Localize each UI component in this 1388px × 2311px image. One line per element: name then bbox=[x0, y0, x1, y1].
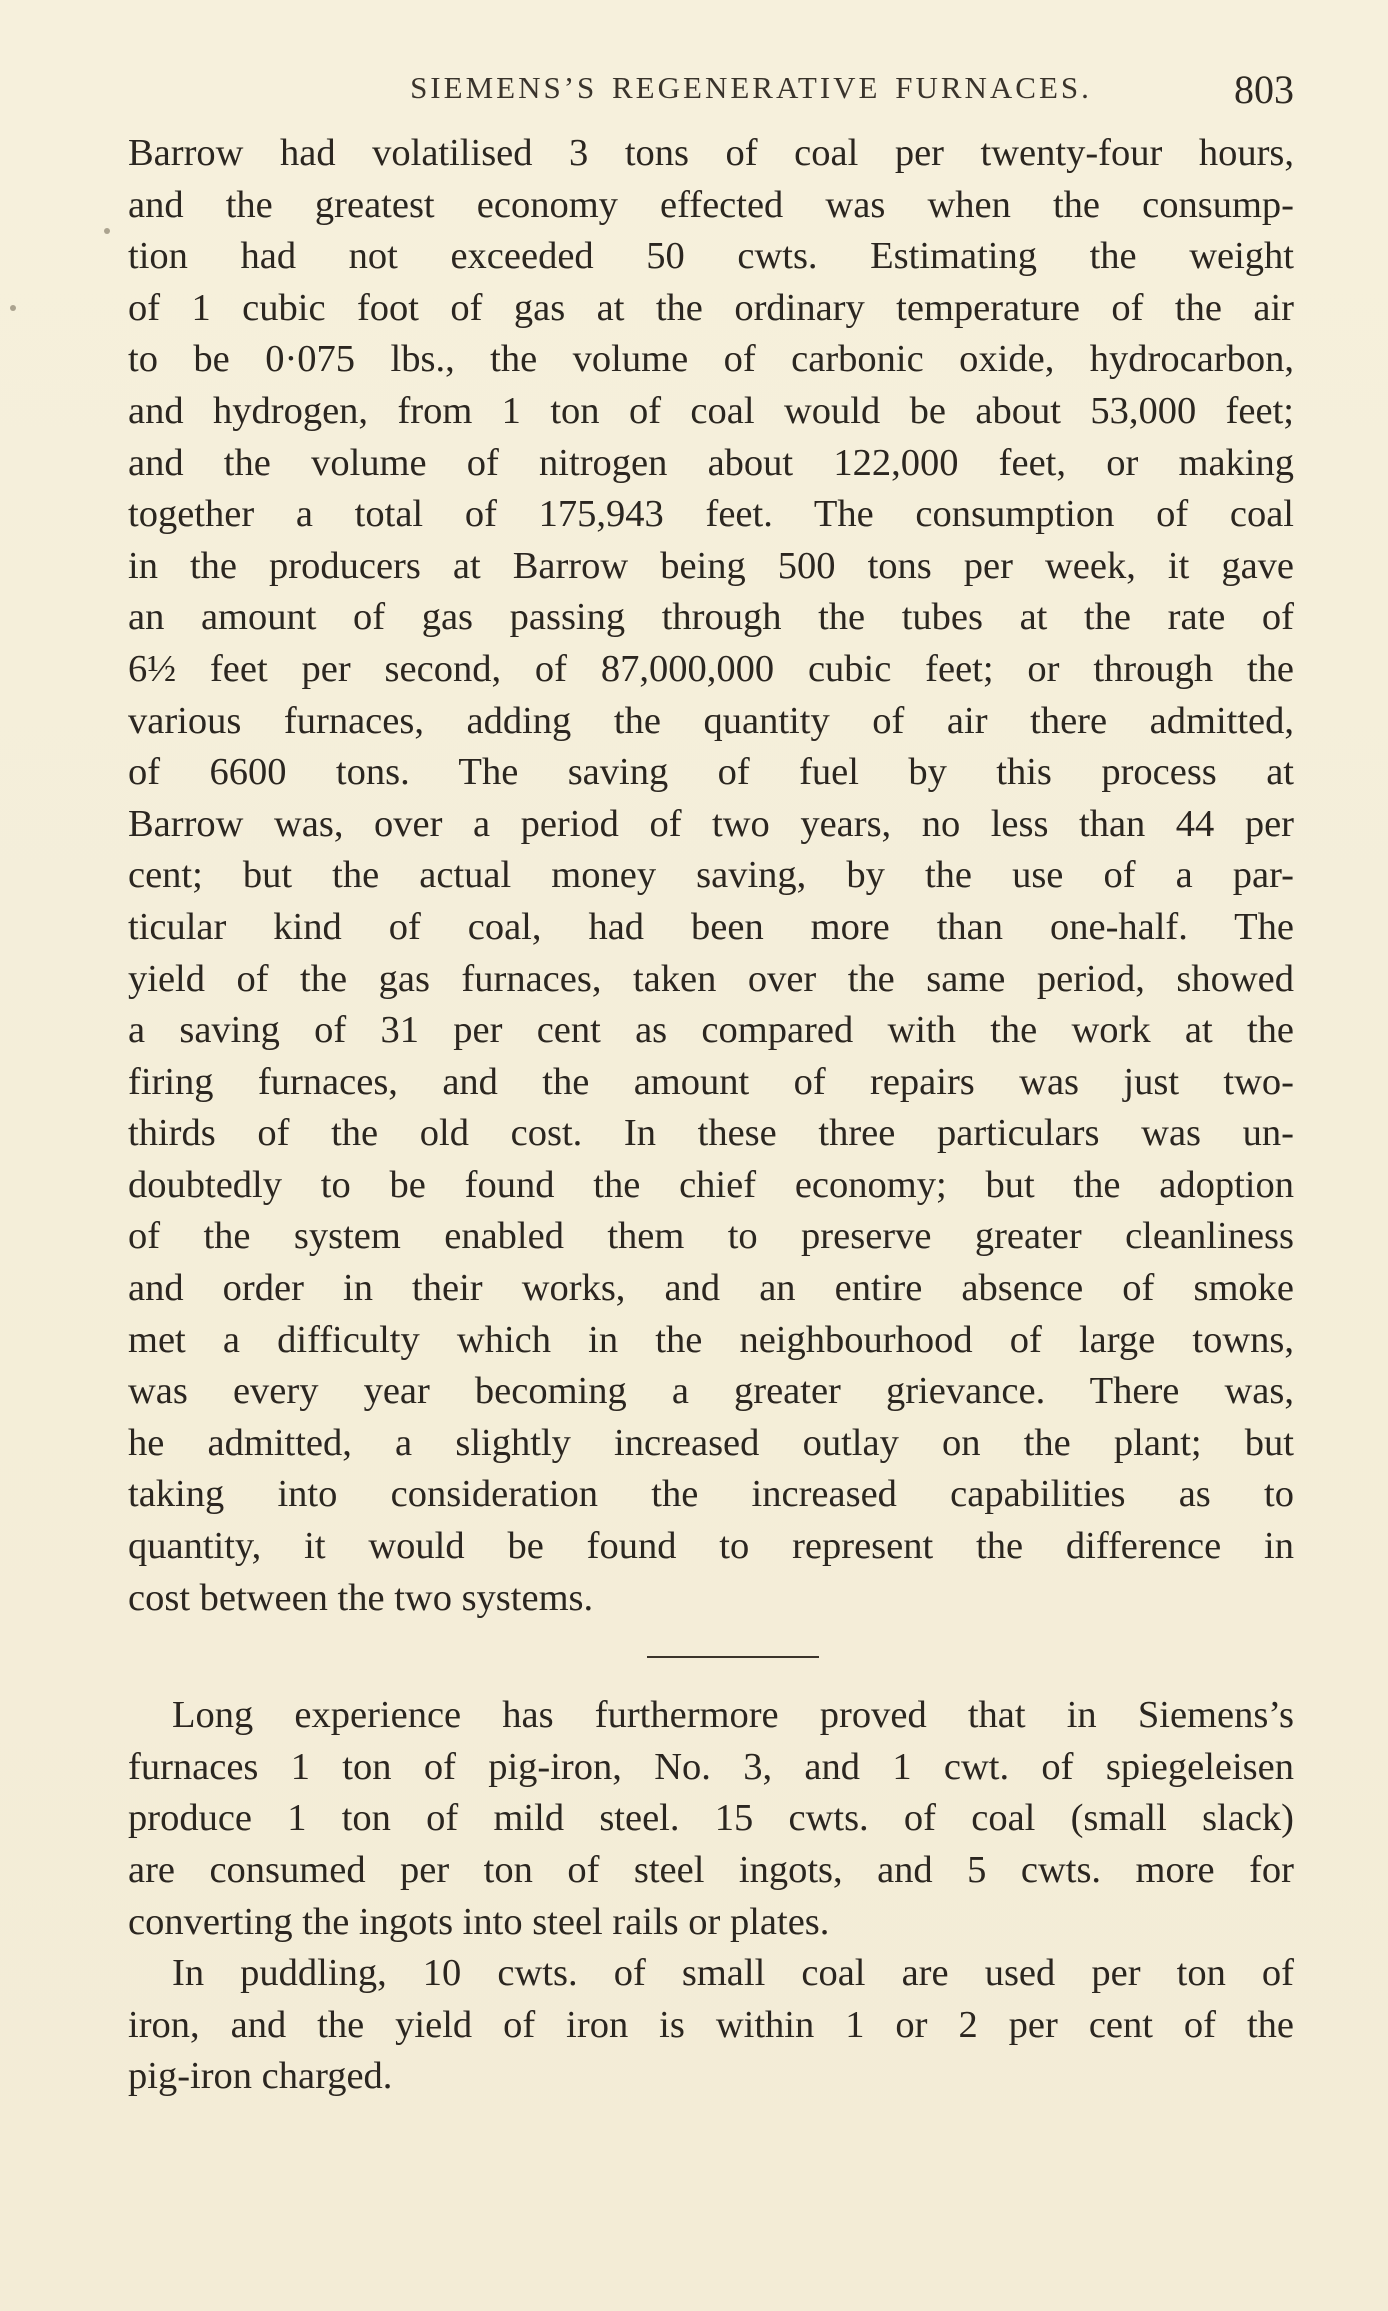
text-line: converting the ingots into steel rails or plates. bbox=[128, 1900, 830, 1943]
text-line: of 6600 tons. The saving of fuel by this process at bbox=[128, 751, 1294, 794]
text-line: Barrow had volatilised 3 tons of coal per twenty-four hours, bbox=[128, 132, 1294, 174]
text-line: a saving of 31 per cent as compared with the work at the bbox=[128, 1009, 1294, 1052]
text-line: In puddling, 10 cwts. of small coal are used per ton of bbox=[172, 1952, 1294, 1995]
text-line: thirds of the old cost. In these three particulars was un- bbox=[128, 1112, 1294, 1155]
text-line: 6½ feet per second, of 87,000,000 cubic feet; or through the bbox=[128, 647, 1294, 690]
text-line: an amount of gas passing through the tubes at the rate of bbox=[128, 596, 1294, 639]
text-line: Long experience has furthermore proved that in Siemens’s bbox=[172, 1694, 1294, 1737]
text-line: firing furnaces, and the amount of repairs was just two- bbox=[128, 1060, 1294, 1103]
text-line: of the system enabled them to preserve greater cleanliness bbox=[128, 1215, 1294, 1258]
text-line: Barrow was, over a period of two years, no less than 44 per bbox=[128, 802, 1294, 845]
page-number: 803 bbox=[1234, 67, 1294, 112]
text-line: together a total of 175,943 feet. The consumption of coal bbox=[128, 493, 1294, 536]
section-divider bbox=[647, 1656, 819, 1658]
paragraph-3 bbox=[128, 1948, 1294, 2103]
text-line: taking into consideration the increased capabilities as to bbox=[128, 1473, 1294, 1516]
text-line: met a difficulty which in the neighbourhood of large towns, bbox=[128, 1318, 1294, 1361]
text-line: produce 1 ton of mild steel. 15 cwts. of coal (small slack) bbox=[128, 1797, 1294, 1840]
text-line: various furnaces, adding the quantity of air there admitted, bbox=[128, 699, 1294, 742]
text-line: tion had not exceeded 50 cwts. Estimating the weight bbox=[128, 235, 1294, 278]
text-line: and the greatest economy effected was when the consump- bbox=[128, 183, 1294, 226]
text-line: and the volume of nitrogen about 122,000 feet, or making bbox=[128, 441, 1294, 484]
text-line: he admitted, a slightly increased outlay on the plant; but bbox=[128, 1421, 1294, 1464]
text-line: doubtedly to be found the chief economy; but the adoption bbox=[128, 1163, 1294, 1206]
margin-speck bbox=[104, 228, 110, 234]
text-line: was every year becoming a greater grievance. There was, bbox=[128, 1370, 1294, 1413]
margin-speck bbox=[10, 305, 16, 311]
text-line: cent; but the actual money saving, by the use of a par- bbox=[128, 854, 1294, 897]
text-line: pig-iron charged. bbox=[128, 2055, 393, 2098]
text-line: of 1 cubic foot of gas at the ordinary temperature of the air bbox=[128, 286, 1294, 329]
running-title: SIEMENS’S REGENERATIVE FURNACES. bbox=[410, 70, 1092, 105]
text-line: ticular kind of coal, had been more than one-half. The bbox=[128, 905, 1294, 948]
page-header bbox=[128, 67, 1294, 120]
paragraph-1 bbox=[128, 128, 1294, 1624]
text-line: iron, and the yield of iron is within 1 or 2 per cent of the bbox=[128, 2003, 1294, 2046]
paragraph-2 bbox=[128, 1690, 1294, 1948]
text-line: quantity, it would be found to represent the difference in bbox=[128, 1525, 1294, 1568]
text-line: to be 0·075 lbs., the volume of carbonic oxide, hydrocarbon, bbox=[128, 338, 1294, 381]
text-line: cost between the two systems. bbox=[128, 1576, 594, 1619]
body-text bbox=[128, 128, 1294, 2103]
text-line: furnaces 1 ton of pig-iron, No. 3, and 1 cwt. of spiegeleisen bbox=[128, 1745, 1294, 1788]
text-line: yield of the gas furnaces, taken over the same period, showed bbox=[128, 957, 1294, 1000]
text-line: are consumed per ton of steel ingots, and 5 cwts. more for bbox=[128, 1849, 1294, 1891]
text-line: and hydrogen, from 1 ton of coal would be about 53,000 feet; bbox=[128, 389, 1294, 432]
text-line: and order in their works, and an entire absence of smoke bbox=[128, 1267, 1294, 1310]
text-line: in the producers at Barrow being 500 tons per week, it gave bbox=[128, 544, 1294, 587]
